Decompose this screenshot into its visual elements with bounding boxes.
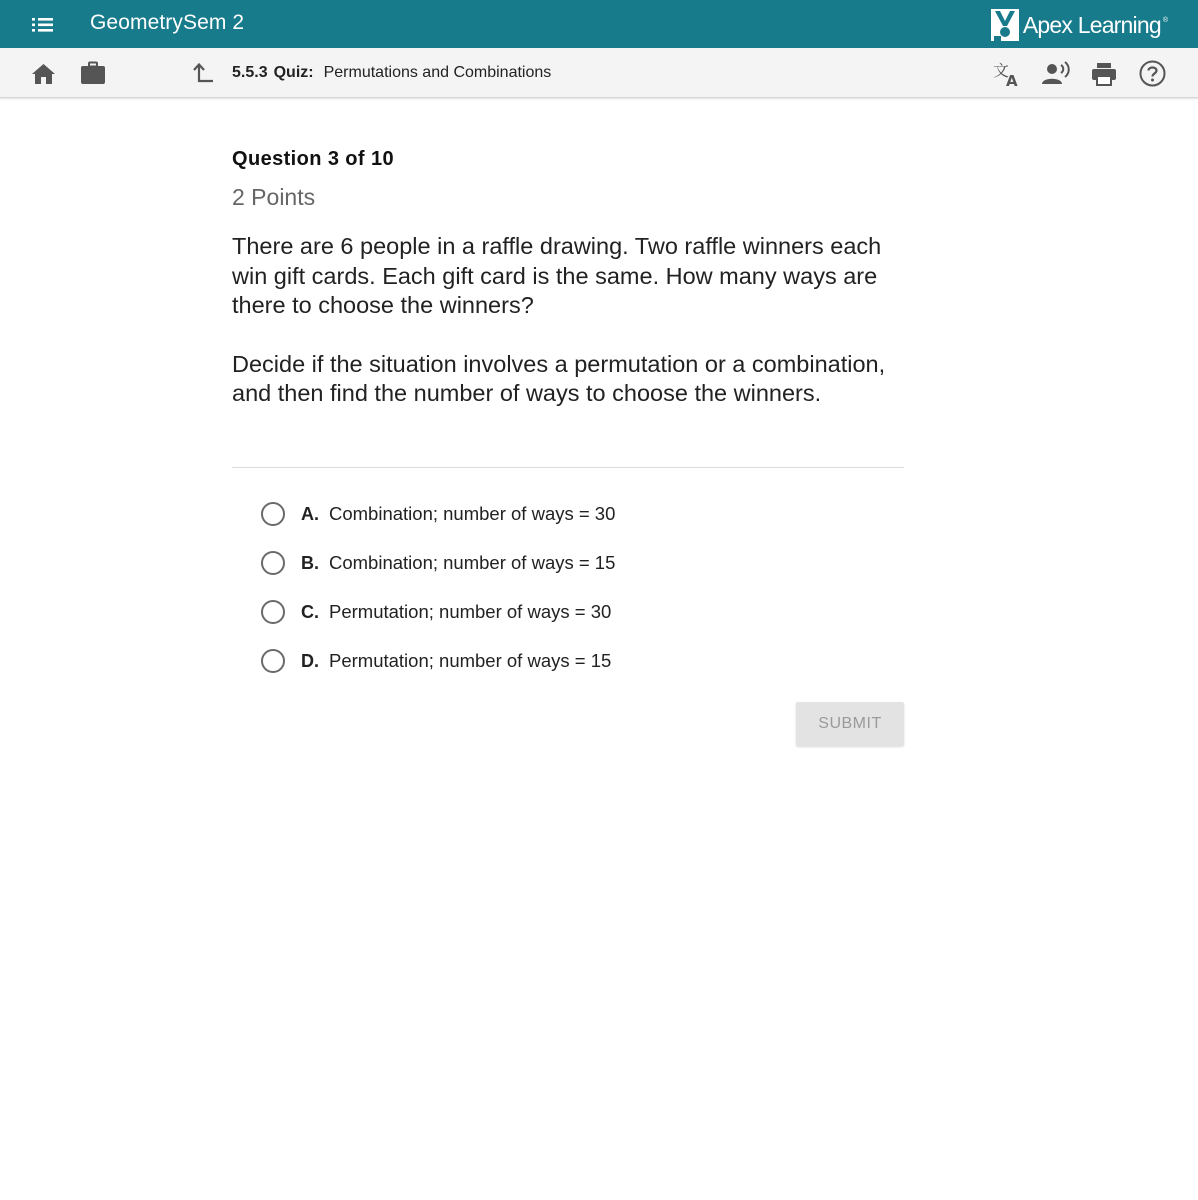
radio-button[interactable] [261, 502, 285, 526]
choice-text: Combination; number of ways = 15 [329, 552, 616, 573]
menu-icon[interactable] [30, 14, 56, 36]
choice-text: Permutation; number of ways = 15 [329, 650, 612, 671]
apex-logo-icon [991, 9, 1019, 41]
svg-text:文: 文 [993, 61, 1010, 80]
choice-letter: B. [301, 552, 319, 573]
top-bar [0, 0, 1198, 48]
radio-button[interactable] [261, 600, 285, 624]
course-toolbar [0, 48, 1198, 98]
brand-name: Apex Learning [1022, 11, 1161, 38]
choice-b[interactable] [261, 548, 615, 578]
course-title: GeometrySem 2 [90, 11, 245, 34]
divider [232, 467, 904, 468]
submit-button[interactable]: SUBMIT [796, 702, 904, 746]
breadcrumb-title: Permutations and Combinations [323, 64, 552, 81]
choice-d[interactable] [261, 646, 611, 676]
choice-text: Permutation; number of ways = 30 [329, 601, 612, 622]
choice-c[interactable] [261, 597, 611, 627]
apex-learning-logo [991, 8, 1168, 42]
question-number: Question 3 of 10 [232, 148, 394, 170]
choice-letter: D. [301, 650, 319, 671]
question-text [232, 232, 912, 409]
translate-icon[interactable] [992, 60, 1022, 88]
up-arrow-icon[interactable] [191, 62, 215, 84]
choice-letter: C. [301, 601, 319, 622]
radio-button[interactable] [261, 551, 285, 575]
choice-letter: A. [301, 503, 319, 524]
question-points: 2 Points [232, 184, 316, 210]
home-icon[interactable] [31, 63, 56, 85]
print-icon[interactable] [1091, 62, 1117, 86]
breadcrumb [232, 64, 551, 82]
radio-button[interactable] [261, 649, 285, 673]
breadcrumb-kind: Quiz: [273, 64, 314, 81]
choice-text: Combination; number of ways = 30 [329, 503, 616, 524]
help-icon[interactable] [1139, 60, 1166, 87]
question-paragraph-1: There are 6 people in a raffle drawing. Two raffle winners each win gift cards. Each gift card is the same. How many ways are there to choose the winners? [232, 233, 882, 318]
choice-a[interactable] [261, 499, 615, 529]
brand-mark: ® [1162, 17, 1168, 24]
briefcase-icon[interactable] [80, 61, 106, 85]
question-paragraph-2: Decide if the situation involves a permutation or a combination, and then find the number of ways to choose the winners. [232, 350, 886, 406]
read-aloud-icon[interactable] [1041, 61, 1071, 87]
svg-text:A: A [1006, 72, 1018, 88]
breadcrumb-number: 5.5.3 [232, 64, 268, 81]
